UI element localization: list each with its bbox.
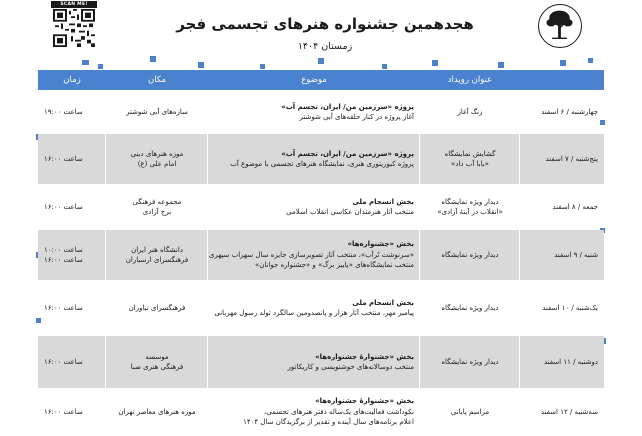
place-cell bbox=[106, 230, 208, 280]
header-time: زمان bbox=[63, 75, 81, 85]
time-cell bbox=[38, 90, 106, 134]
cell-text: ساعت ۱۶:۰۰ bbox=[44, 407, 83, 416]
event-title-cell bbox=[420, 388, 520, 436]
cell-text: دانشگاه هنر ایران bbox=[131, 245, 183, 254]
topic-cell bbox=[208, 388, 420, 436]
cell-text: چهارشنبه / ۶ اسفند bbox=[541, 107, 598, 116]
header-place: مکان bbox=[147, 75, 167, 85]
cell-text: پنج‌شنبه / ۷ اسفند bbox=[545, 154, 598, 163]
cell-text: امام علی (ع) bbox=[137, 160, 177, 168]
cell-text: فرهنگسرای ارسباران bbox=[125, 256, 189, 264]
time-cell bbox=[38, 134, 106, 184]
cell-text: «بابا آب داد» bbox=[451, 160, 489, 168]
day-cell bbox=[520, 280, 604, 336]
cell-text: بخش «جشنوارهٔ جشنواره‌ها» bbox=[315, 397, 414, 406]
cell-text: اعلام برنامه‌های سال آینده و تقدیر از برگزیدگان سال ۱۴۰۴ bbox=[243, 418, 414, 427]
cell-text: ساعت ۱۶:۰۰ bbox=[44, 202, 83, 211]
event-title-cell bbox=[420, 184, 520, 230]
cell-text: موسسه bbox=[145, 352, 169, 361]
cell-text: پیامبر مهر، منتخب آثار هزار و پانصدومین سالگرد تولد رسول مهربانی bbox=[214, 309, 414, 317]
cell-text: دوشنبه / ۱۱ اسفند bbox=[543, 357, 598, 366]
place-cell bbox=[106, 336, 208, 388]
cell-text: ساعت ۱۰:۰۰ bbox=[44, 245, 83, 254]
event-title-cell bbox=[420, 336, 520, 388]
place-cell bbox=[106, 280, 208, 336]
table-header bbox=[38, 70, 604, 90]
day-cell bbox=[520, 230, 604, 280]
cell-text: ساعت ۱۶:۰۰ bbox=[44, 154, 83, 163]
page-subtitle: زمستان ۱۴۰۴ bbox=[297, 41, 353, 52]
cell-text: آغاز پروژه در کنار حلقه‌های آبی شوشتر bbox=[299, 113, 414, 121]
cell-text: موزه هنرهای معاصر تهران bbox=[118, 407, 196, 416]
cell-text: دیدار ویژه نمایشگاه bbox=[441, 303, 499, 312]
time-cell bbox=[38, 280, 106, 336]
cell-text: پروژه «سرزمین من/ ایران، تجسم آب» bbox=[281, 102, 414, 111]
cell-text: پروژه کیوریتوری هنری، نمایشگاه هنرهای تجسمی با موضوع آب bbox=[230, 160, 414, 168]
tree-logo-icon bbox=[539, 5, 580, 46]
cell-text: ساعت ۱۶:۰۰ bbox=[44, 303, 83, 312]
place-cell bbox=[106, 388, 208, 436]
topic-cell bbox=[208, 280, 420, 336]
cell-text: بخش «جشنواره‌ها» bbox=[347, 240, 414, 249]
cell-text: فرهنگی هنری صبا bbox=[130, 363, 184, 371]
cell-text: منتخب آثار هنرمندان عکاسی انقلاب اسلامی bbox=[286, 208, 414, 216]
event-title-cell bbox=[420, 230, 520, 280]
topic-cell bbox=[208, 90, 420, 134]
day-cell bbox=[520, 336, 604, 388]
cell-text: نکوداشت فعالیت‌های یک‌ساله دفتر هنرهای تجسمی، bbox=[264, 407, 414, 416]
cell-text: بخش «جشنوارهٔ جشنواره‌ها» bbox=[315, 352, 414, 361]
event-title-cell bbox=[420, 134, 520, 184]
event-title-cell bbox=[420, 90, 520, 134]
cell-text: سه‌شنبه / ۱۲ اسفند bbox=[540, 407, 598, 416]
header-title: عنوان رویداد bbox=[447, 75, 493, 85]
qr-code-icon[interactable] bbox=[53, 9, 95, 47]
time-cell bbox=[38, 388, 106, 436]
topic-cell bbox=[208, 134, 420, 184]
day-cell bbox=[520, 388, 604, 436]
topic-cell bbox=[208, 184, 420, 230]
topic-cell bbox=[208, 230, 420, 280]
day-cell bbox=[520, 134, 604, 184]
time-cell bbox=[38, 230, 106, 280]
cell-text: ساعت ۱۶:۰۰ bbox=[44, 256, 83, 264]
cell-text: شنبه / ۹ اسفند bbox=[554, 250, 598, 259]
cell-text: مراسم پایانی bbox=[450, 407, 490, 416]
day-cell bbox=[520, 184, 604, 230]
cell-text: سازه‌های آبی شوشتر bbox=[126, 107, 188, 116]
time-cell bbox=[38, 184, 106, 230]
cell-text: بخش انسجام ملی bbox=[352, 298, 414, 307]
cell-text: جمعه / ۸ اسفند bbox=[552, 202, 598, 211]
time-cell bbox=[38, 336, 106, 388]
cell-text: دیدار ویژه نمایشگاه bbox=[441, 250, 499, 259]
cell-text: دیدار ویژه نمایشگاه bbox=[441, 357, 499, 366]
schedule-table bbox=[38, 70, 604, 427]
topic-cell bbox=[208, 336, 420, 388]
cell-text: ساعت ۱۶:۰۰ bbox=[44, 357, 83, 366]
cell-text: منتخب نمایشگاه‌های «پاییز برگ» و «جشنواره جوانان» bbox=[254, 261, 414, 270]
cell-text: مجموعه فرهنگی bbox=[132, 197, 182, 206]
cell-text: دیدار ویژه نمایشگاه bbox=[441, 197, 499, 206]
place-cell bbox=[106, 90, 208, 134]
event-title-cell bbox=[420, 280, 520, 336]
cell-text: یک‌شنبه / ۱۰ اسفند bbox=[542, 303, 598, 312]
cell-text: برج آزادی bbox=[142, 208, 172, 216]
page-title: هجدهمین جشنواره هنرهای تجسمی فجر bbox=[176, 15, 474, 33]
cell-text: منتخب دوسالانه‌های خوشنویسی و کاریکاتور bbox=[287, 363, 414, 371]
cell-text: زنگ آغاز bbox=[457, 107, 483, 116]
cell-text: ساعت ۱۹:۰۰ bbox=[44, 107, 83, 116]
cell-text: پروژه «سرزمین من/ ایران، تجسم آب» bbox=[281, 149, 414, 158]
cell-text: فرهنگسرای نیاوران bbox=[128, 303, 186, 312]
qr-code-block[interactable] bbox=[51, 1, 97, 47]
cell-text: موزه هنرهای دینی bbox=[130, 149, 184, 158]
cell-text: «سرنوشت تُرآب»، منتخب آثار تصویرسازی جایزه سال سهراب سپهری bbox=[208, 250, 414, 259]
qr-scan-label: SCAN ME! bbox=[51, 1, 97, 8]
header-day bbox=[520, 70, 604, 90]
place-cell bbox=[106, 134, 208, 184]
place-cell bbox=[106, 184, 208, 230]
tree-logo bbox=[538, 4, 582, 48]
day-cell bbox=[520, 90, 604, 134]
cell-text: بخش انسجام ملی bbox=[352, 197, 414, 206]
cell-text: گشایش نمایشگاه bbox=[444, 149, 496, 158]
cell-text: «انقلاب در آینهٔ آزادی» bbox=[437, 208, 503, 216]
header-topic: موضوع bbox=[301, 75, 327, 85]
